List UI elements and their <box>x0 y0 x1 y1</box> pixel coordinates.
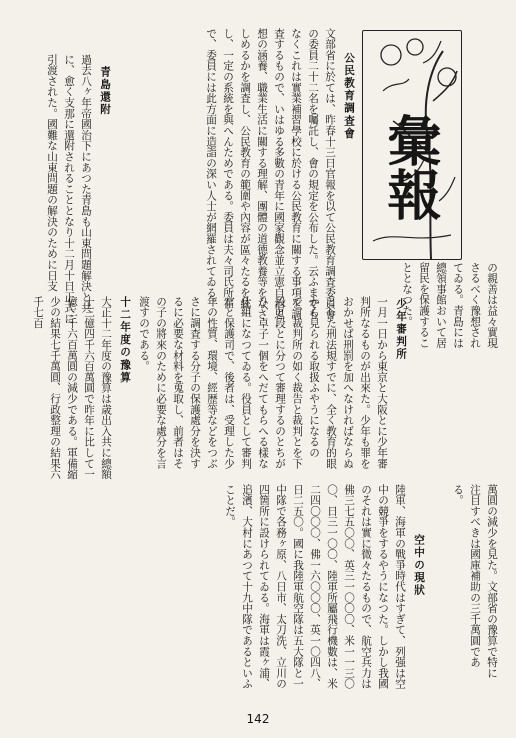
page-title: 彙報 <box>379 113 443 221</box>
page-number: 142 <box>246 712 270 726</box>
komin-heading: 公民教育調査會 <box>343 52 355 141</box>
kuku-heading: 空中の現狀 <box>413 534 425 597</box>
kuku-body: 陸軍、海軍の戰爭時代はすぎて、列强は空中の競爭をするやうになつた。しかし我國のそれは實に微々たるもので、航空兵力は佛三七五〇〇、英三一〇〇〇、米一一三〇〇、日三一〇〇、陸軍所屬飛行機數は、米二四〇〇〇、佛一六〇〇〇、英一〇四八、日二五〇。國に我陸軍航空隊は五大隊と一中隊で各務ヶ原、八日市、太刀洗、立川の四箇所に設けられてゐる。海軍は霞ヶ浦、追濱、大村にあつて十九中隊であるといふことだ。 <box>224 484 406 690</box>
yosan-body: 大正十二年度の豫算は歳出入共に總額十三億四千六百萬圓で昨年に比して一億二千六百萬圓の減少である。軍備縮少の結果七千萬圓、行政整理の結果六千七百 <box>32 296 112 480</box>
yosan-heading: 十二年度の豫算 <box>119 296 131 385</box>
aoshima-body: 過去八ヶ年帝國治下にあつた青島も山東問題解決と共に、愈く支那に還附されることとなり十二月十日正式に引渡された。國難な山東問題の解決のために日支 <box>46 54 92 324</box>
title-box <box>362 30 462 260</box>
komin-body: 文部省に於ては、昨春十三日官報を以て公民教育調査委員會の委員二十二名を囑託し、會の規定を公布した。云ふまでもなくこれは實業補習學校に於ける公民教育に關する事項を調査するもので、いはゆる多數の青年に國家觀念並立憲自治思想の涵養、職業生活に關する理解、團體の道德教養等をなさしめるかを調査し、公民教育の範圍や內容が區々たるを統一し、一定の系統を與へんためである。委員は夫々司氏所在で、委員には此方面に造詣の深い人士が網羅されてゐる。 <box>205 28 336 320</box>
aoshima-heading: 青島還附 <box>99 66 111 117</box>
shonen-body: 一月一日から東京と大阪とに少年審判所なるものが出來た。少年も罪をおかせば刑罰を加へなければならぬとした刑法規すでに、全く教育的眼から見られる取扱ふやうになるので、裁判所の如く裁告と裁判とを下段と段とに分つて審理するのとちがひ、卓子一個をへだてもらへる樣な仕組になつてゐる。役員として審判官と保護司で、後者は、受理した少年の性質、環境、經歴等などをつぶさに調査する分子の保護處分を決するに必要な材料を蒐取し、前者はその子の將來のために必要な處分を言渡すのである。 <box>138 296 388 469</box>
kaigun-body: 萬圓の減少を見た。文部省の豫算で特に注目すべきは國庫補助の三千萬圓である。 <box>452 484 498 679</box>
shonen-heading: 少年審判所 <box>395 298 407 361</box>
continuation-body: の親善は益々實現さるべく豫想されてゐる。青島には總領事館おいて居留民を保護することとなつた。 <box>401 262 498 349</box>
